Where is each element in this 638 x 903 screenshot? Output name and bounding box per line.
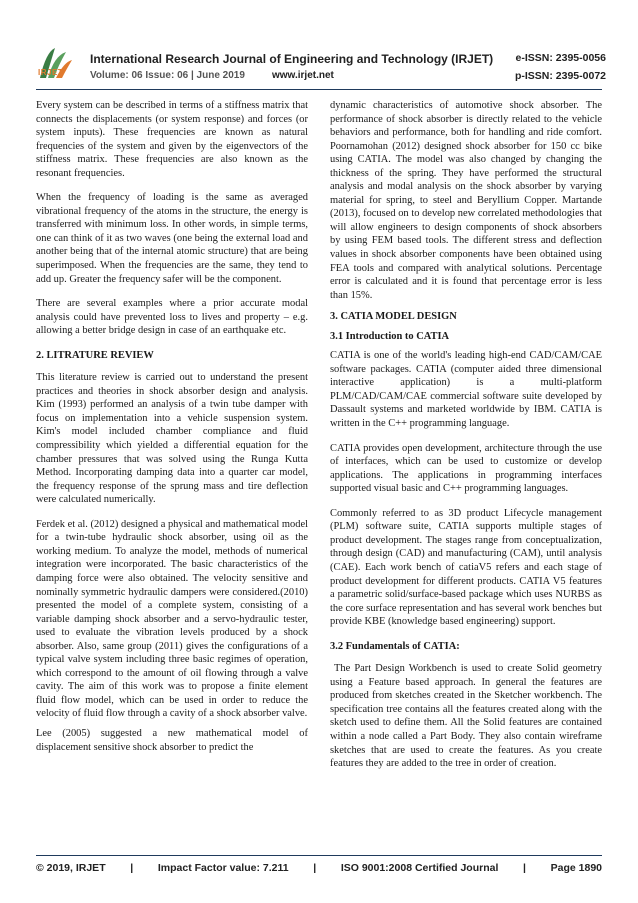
section-heading: 3. CATIA MODEL DESIGN	[330, 311, 457, 323]
journal-website-link[interactable]: www.irjet.net	[272, 70, 334, 81]
left-column	[36, 99, 308, 765]
footer-impact-factor: Impact Factor value: 7.211	[157, 862, 289, 874]
journal-header	[36, 30, 606, 88]
paragraph: Lee (2005) suggested a new mathematical model of displacement sensitive shock absorber to predict the	[36, 727, 308, 753]
paragraph: The Part Design Workbench is used to create Solid geometry using a Feature based approach. In general the features are produced from sketches created in the Sketcher workbench. The specification tree contains all the features created along with the sketch used to define them. All the Solid features are contained within a node called a Part Body. They also contain wireframe sketches that are used to create the features. As you create features they are added to the tree in order of creation.	[330, 663, 602, 770]
footer-copyright: © 2019, IRJET	[36, 862, 106, 874]
footer-rule	[36, 855, 602, 856]
subsection-heading: 3.2 Fundamentals of CATIA:	[330, 640, 460, 652]
footer-separator: |	[313, 862, 317, 874]
footer-separator: |	[130, 862, 134, 874]
e-issn: e-ISSN: 2395-0056	[515, 52, 606, 64]
paragraph: Every system can be described in terms of a stiffness matrix that connects the displacements (or system response) and forces (or system inputs). These frequencies are known as natural frequencies of the system and given by the eigenvectors of the stiffness matrix. These frequencies are also known as the resonant frequencies.	[36, 100, 308, 179]
paragraph: Commonly referred to as 3D product Lifecycle management (PLM) software suite, CATIA supports multiple stages of product development. The stages range from conceptualization, through design (CAD) and manufacturing (CAM), until analysis (CAE). Each work bench of catiaV5 refers and each stage of product development for different products. CATIA V5 features a parametric solid/surface-based package which uses NURBS as the core surface representation and has several work benches but provide KBE (knowledge based engineering) support.	[330, 507, 602, 628]
section-heading: 2. LITRATURE REVIEW	[36, 349, 154, 361]
journal-title: International Research Journal of Engineering and Technology (IRJET)	[90, 52, 494, 66]
irjet-logo-icon	[36, 44, 74, 88]
paragraph: dynamic characteristics of automotive shock absorber. The performance of shock absorber is directly related to the vehicle behaviors and performance, both for handling and ride comfort. Poornamohan (2012) designed shock absorber for 150 cc bike using CATIA. The model was also changed by changing the thickness of the spring. They have performed the structural analysis and modal analysis on the shock absorber by varying material for spring, to steel and Beryllium Copper. Martande (2013), focused on to develop new correlated methodologies that will allow engineers to design components of shock absorbers by using FEM based tools. The different stress and deflection values in shock absorber components have been obtained using FEA tools and compared with analytical solutions. Percentage error is calculated and it is found that percentage error is less than 15%.	[330, 100, 602, 301]
paragraph: Ferdek et al. (2012) designed a physical and mathematical model for a twin-tube hydraulic shock absorber, using oil as the working medium. To analyze the model, methods of numerical integration were incorporated. The basic characteristics of the damping force were also obtained. The velocity sensitive and nominally symmetric hydraulic dampers were considered.(2010) presented the model of a complete system, consisting of a variable damping shock absorber and a servo-hydraulic tester, used to evaluate the vibration levels produced by a shock absorber. Also, same group (2011) gives the configurations of a typical valve system including three basic regimes of operation, which correspond to the amount of oil flowing through a valve cavity. The aim of this work was to propose a finite element fluid flow model, which can be used in order to reduce the velocity of fluid flow through a cavity of a shock absorber valve.	[36, 518, 308, 720]
journal-footer	[36, 862, 602, 874]
paragraph: There are several examples where a prior accurate modal analysis could have prevented loss to lives and property – e.g. allowing a better bridge design in case of an earthquake etc.	[36, 298, 308, 337]
footer-iso: ISO 9001:2008 Certified Journal	[340, 862, 499, 874]
subsection-heading: 3.1 Introduction to CATIA	[330, 330, 450, 342]
footer-page-number: Page 1890	[550, 862, 602, 874]
p-issn: p-ISSN: 2395-0072	[514, 70, 606, 82]
paragraph: This literature review is carried out to understand the present practices and theories in shock absorber design and analysis. Kim (1993) performed an analysis of a twin tube damper with focus on implementation into a vehicle suspension system. Kim's model included chamber compliance and fluid compressibility which yielded a differential equation for the chamber pressures that was solved using the Runga Kutta Method. Incorporating damping data into a quarter car model, the frequency response of the sprung mass and tire deflection were calculated numerically.	[36, 372, 308, 506]
journal-volume: Volume: 06 Issue: 06 | June 2019	[90, 70, 245, 81]
right-column	[330, 99, 602, 782]
paragraph: CATIA provides open development, architecture through the use of interfaces, which can be used to customize or develop applications. The applications in programming interfaces supported visual basic and C++ programming languages.	[330, 442, 602, 495]
footer-separator: |	[523, 862, 526, 874]
paragraph: CATIA is one of the world's leading high-end CAD/CAM/CAE software packages. CATIA (computer aided three dimensional interactive application) is a multi-platform PLM/CAD/CAM/CAE commercial software suite developed by Dassault systems and marketed worldwide by IBM. CATIA is written in the C++ programming language.	[330, 350, 602, 430]
paragraph: When the frequency of loading is the same as averaged vibrational frequency of the atoms in the structure, the energy is transferred with minimum loss. In other words, in simple terms, one can think of it as two waves (one being the external load and another being that of the internal atomic structure) that are being superimposed. When the frequencies are the same, they tend to add up. Greater the frequency safer will be the component.	[36, 192, 308, 285]
header-rule	[36, 89, 602, 90]
logo-text: IRJET	[38, 68, 64, 77]
